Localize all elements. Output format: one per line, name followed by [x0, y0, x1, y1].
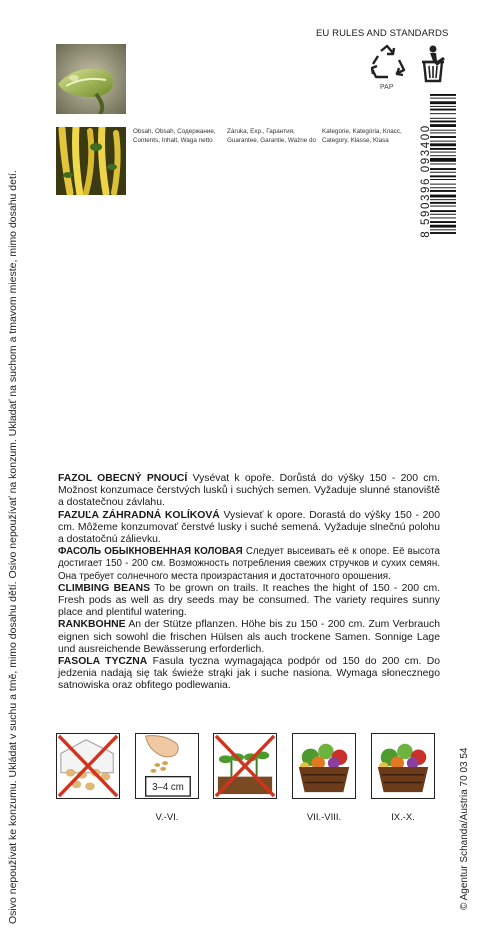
- info-contents-line2: Contents, Inhalt, Waga netto: [133, 137, 213, 144]
- harvest-month-label-2: IX.-X.: [391, 812, 415, 823]
- info-category-line1: Kategorie, Kategória, Класс,: [322, 128, 402, 135]
- harvest-month-label-1: VII.-VIII.: [306, 812, 342, 823]
- eu-rules-title: EU RULES AND STANDARDS: [316, 28, 449, 39]
- desc-de: [58, 619, 440, 656]
- sowing-hand-icon: [136, 734, 198, 798]
- side-warning: [6, 24, 40, 924]
- info-category-line2: Category, Klasse, Klasa: [322, 137, 389, 144]
- info-guarantee-line1: Záruka, Exp., Гарантия,: [227, 128, 295, 135]
- info-guarantee: [227, 127, 316, 145]
- desc-cz: [58, 473, 440, 510]
- barcode-number: 8 590396 093400: [420, 124, 432, 238]
- pictogram-harvest-1: [292, 733, 356, 799]
- yellow-beans-photo: [56, 127, 126, 195]
- side-warning-text: Osivo nepoužívat ke konzumu. Ukládat v suchu a tmě, mimo dosahu dětí. Osivo nepoužívať na konzum. Ukladať na suchom a tmavom mieste, mimo dosahu detí.: [7, 170, 19, 924]
- desc-en: [58, 583, 440, 620]
- publisher-text: © Agentur Schanda/Austria 70 03 54: [459, 747, 470, 910]
- description-block: [58, 473, 440, 693]
- info-contents: [133, 127, 216, 145]
- vegetable-basket-icon: [372, 734, 434, 798]
- desc-pl-text: Fasula tyczna wymagająca podpór od 150 do 200 cm. Do jedzenia nadają się tak świeże strąki jak i suche nasiona. Wymaga słonecznego satnowiska oraz obfitego podlewania.: [58, 656, 441, 692]
- recycle-icon: [367, 44, 407, 80]
- desc-sk: [58, 510, 440, 547]
- seedling-icon: [214, 734, 276, 798]
- bean-sprout-photo: [56, 44, 126, 114]
- barcode: [416, 92, 456, 272]
- pictogram-harvest-2: [371, 733, 435, 799]
- info-guarantee-line2: Guarantee, Garantie, Ważne do: [227, 137, 317, 144]
- desc-sk-title: FAZUĽA ZÁHRADNÁ KOLÍKOVÁ: [58, 509, 220, 521]
- sowing-month-label: V.-VI.: [155, 812, 179, 823]
- info-category: [322, 127, 402, 145]
- desc-cz-title: FAZOL OBECNÝ PNOUCÍ: [58, 473, 188, 484]
- desc-cz-text: Vysévat k opoře. Dorůstá do výšky 150 - 200 cm. Možnost konzumace čerstvých lusků i suchých semen. Vyžaduje slunné stanoviště a dostatečnou závlahu.: [58, 473, 440, 509]
- greenhouse-icon: [57, 734, 119, 798]
- desc-ru: [58, 546, 440, 583]
- pap-label: PAP: [380, 84, 394, 91]
- desc-sk-text: Vysievať k opore. Dorastá do výšky 150 - 200 cm. Môžeme konzumovať čerstvé lusky i suché semená. Vyžaduje slnečnú polohu a dostatočnú zálievku.: [58, 509, 440, 546]
- pictogram-sowing: [135, 733, 199, 799]
- desc-de-title: RANKBOHNE: [58, 619, 126, 631]
- desc-en-title: CLIMBING BEANS: [58, 582, 151, 594]
- sowing-depth: 3–4 cm: [152, 782, 184, 794]
- dispose-bin-icon: [416, 44, 450, 84]
- desc-pl: [58, 656, 440, 693]
- desc-ru-text: Следует высеивать её к опоре. Её высота достигает 150 - 200 см. Возможность потребления свежих стручков и сухих семян. Она требует солнечного места произрастания и достаточного орошения.: [58, 546, 440, 582]
- pictogram-transplant: [213, 733, 277, 799]
- pictogram-greenhouse: [56, 733, 120, 799]
- desc-pl-title: FASOLA TYCZNA: [58, 656, 148, 668]
- publisher: [458, 490, 472, 910]
- desc-en-text: To be grown on trails. It reaches the hight of 150 - 200 cm. Fresh pods as well as dry seeds may be consumed. The variety requires sunny place and plentiful watering.: [58, 582, 440, 619]
- info-contents-line1: Obsah, Obsah, Содержание,: [133, 128, 216, 135]
- desc-ru-title: ФАСОЛЬ ОБЫКНОВЕННАЯ КОЛОВАЯ: [58, 546, 243, 558]
- desc-de-text: An der Stütze pflanzen. Höhe bis zu 150 - 200 cm. Zum Verbrauch eignen sich sowohl die frischen Hülsen als auch trockene Samen. Sonnige Lage und ausreichende Bewässerung erforderlich.: [58, 619, 440, 655]
- vegetable-basket-icon: [293, 734, 355, 798]
